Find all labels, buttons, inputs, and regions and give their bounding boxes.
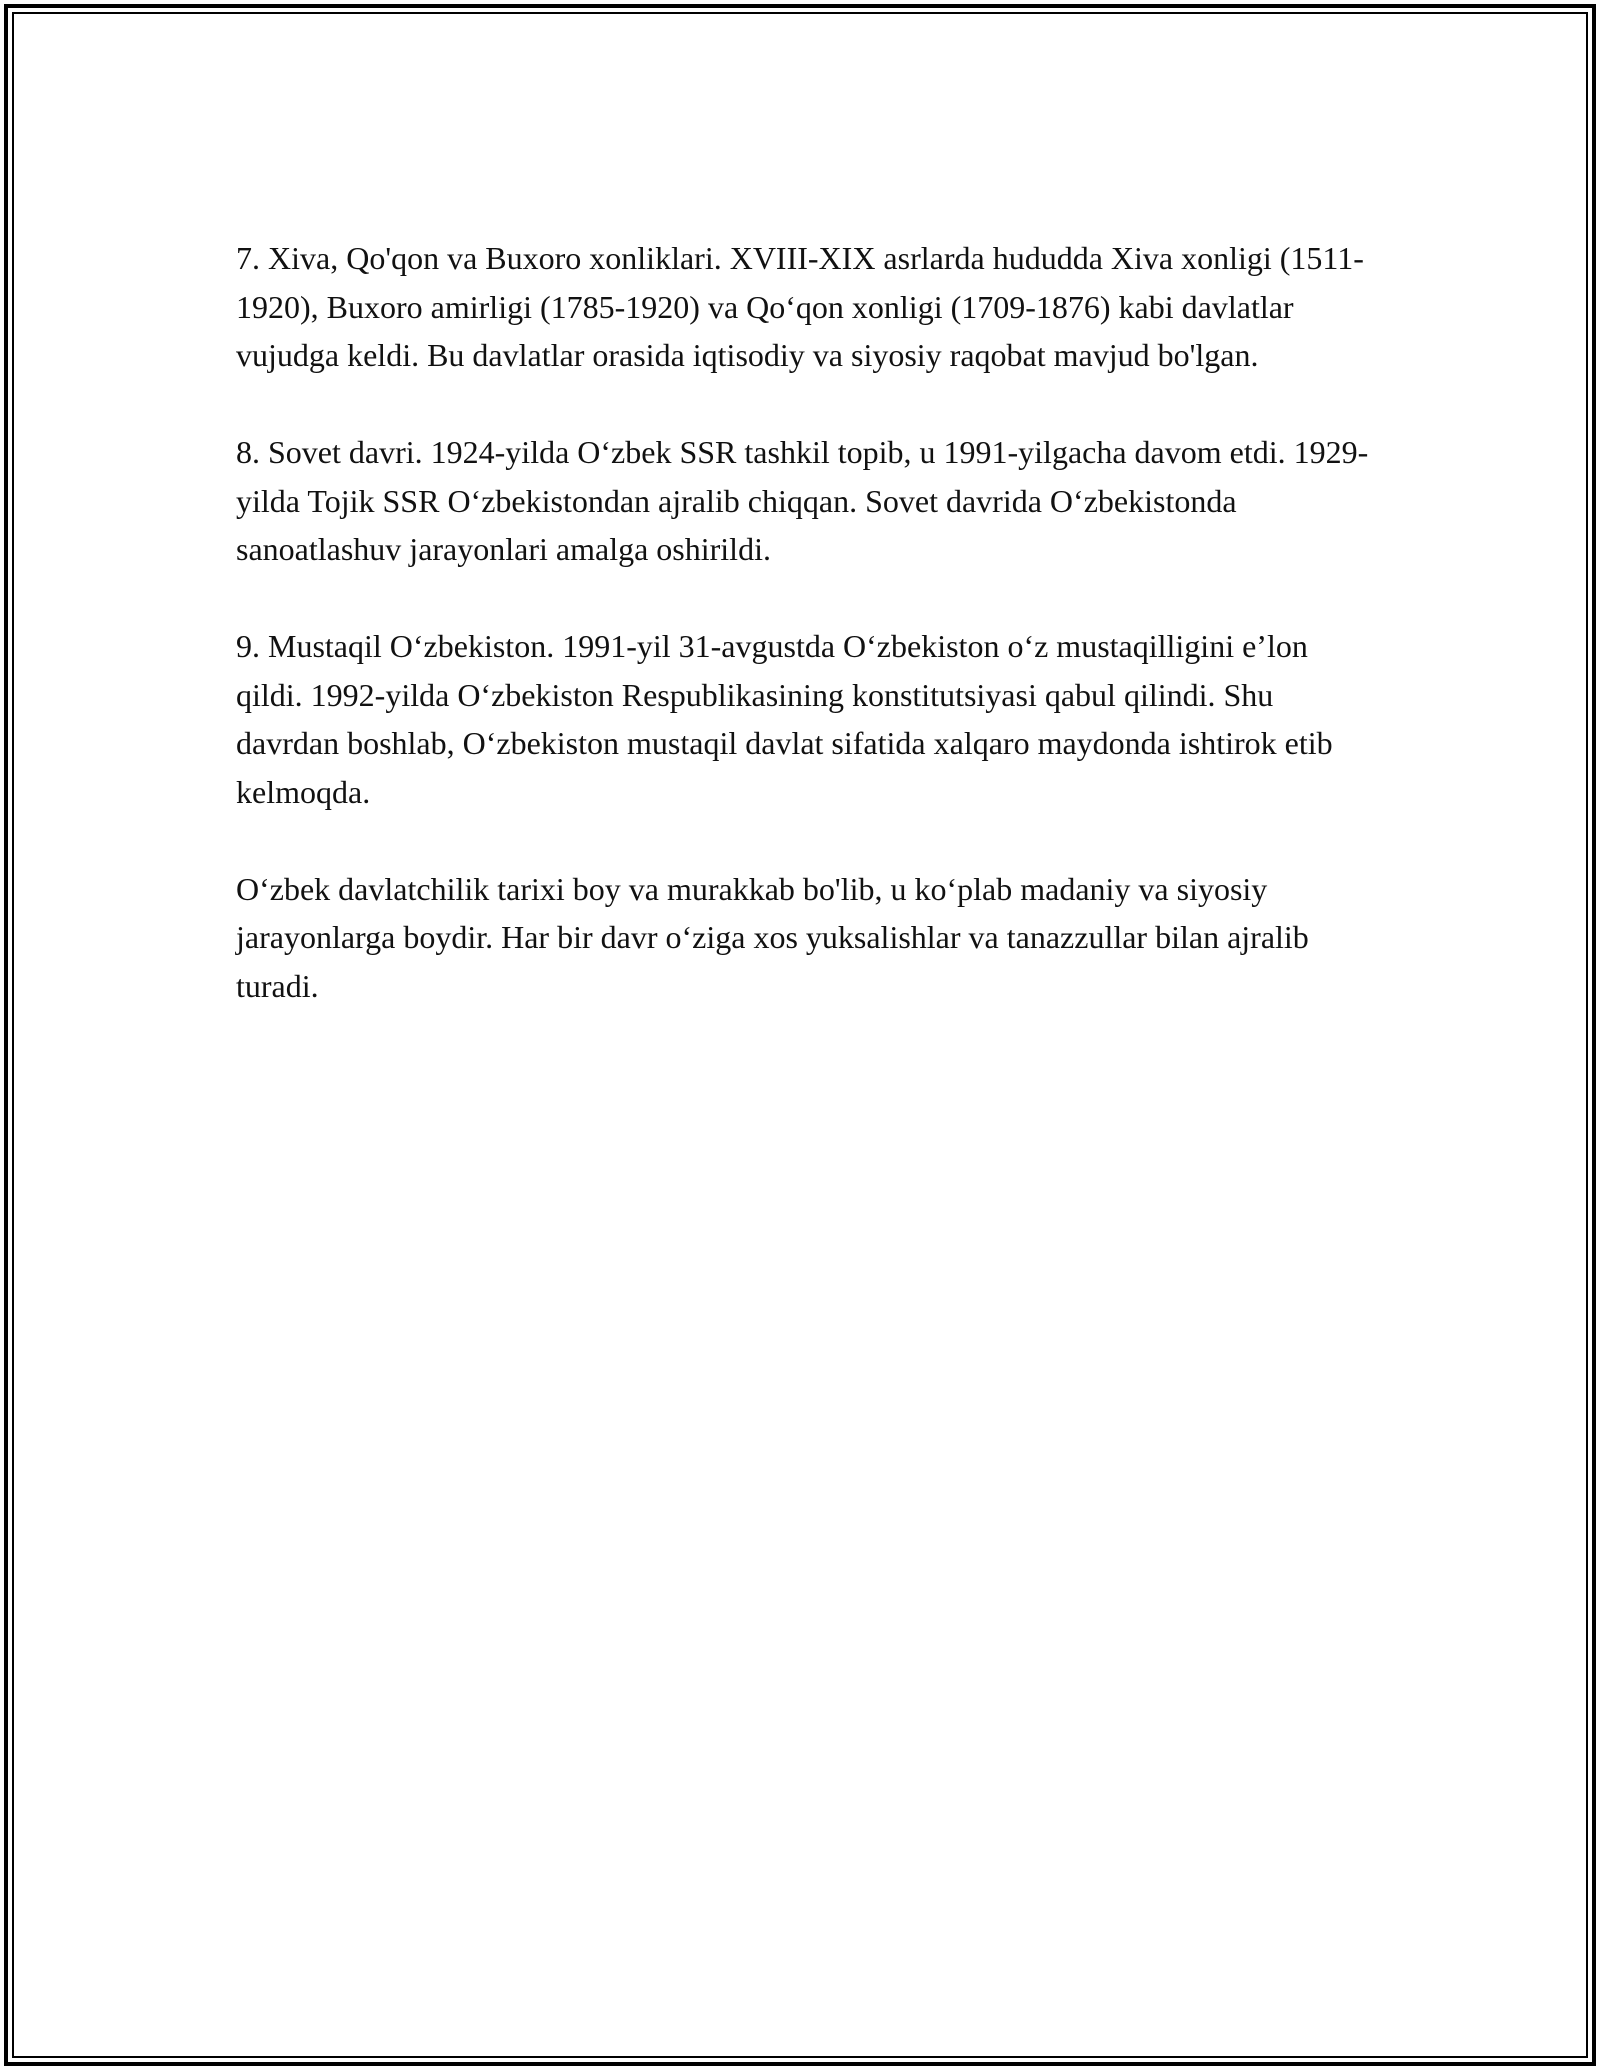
paragraph-independence: 9. Mustaqil O‘zbekiston. 1991-yil 31-avgustda O‘zbekiston o‘z mustaqilligini e’lon qildi. 1992-yilda O‘zbekiston Respublikasining konstitutsiyasi qabul qilindi. Shu davrdan boshlab, O‘zbekiston mustaqil davlat sifatida xalqaro maydonda ishtirok etib kelmoqda. [236,628,1333,810]
document-body [236,234,1376,1059]
paragraph-conclusion: O‘zbek davlatchilik tarixi boy va murakkab bo'lib, u ko‘plab madaniy va siyosiy jarayonlarga boydir. Har bir davr o‘ziga xos yuksalishlar va tanazzullar bilan ajralib turadi. [236,870,1309,1004]
paragraph-soviet-period: 8. Sovet davri. 1924-yilda O‘zbek SSR tashkil topib, u 1991-yilgacha davom etdi. 1929-yilda Tojik SSR O‘zbekistondan ajralib chiqqan. Sovet davrida O‘zbekistonda sanoatlashuv jarayonlari amalga oshirildi. [236,434,1369,567]
paragraph-khanates: 7. Xiva, Qo'qon va Buxoro xonliklari. XVIII-XIX asrlarda hududda Xiva xonligi (1511-1920), Buxoro amirligi (1785-1920) va Qo‘qon xonligi (1709-1876) kabi davlatlar vujudga keldi. Bu davlatlar orasida iqtisodiy va siyosiy raqobat mavjud bo'lgan. [236,240,1364,373]
